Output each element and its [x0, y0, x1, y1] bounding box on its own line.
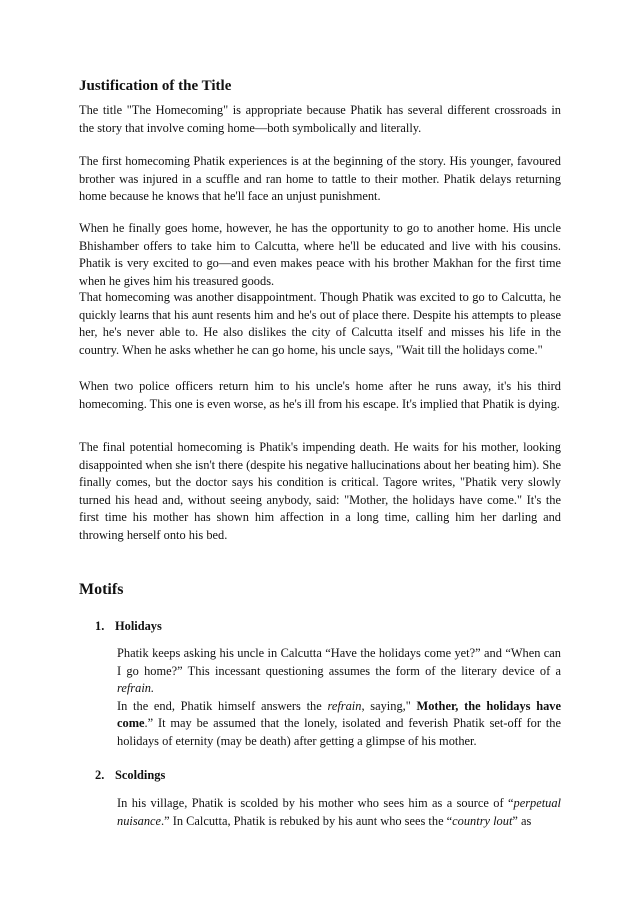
motif-item-number: 2.	[95, 768, 105, 782]
text-run: , saying,"	[361, 698, 417, 713]
motif-item-title-scoldings	[95, 767, 555, 785]
text-run: .” In Calcutta, Phatik is rebuked by his aunt who sees the “	[161, 813, 453, 828]
text-run: In the end, Phatik himself answers the	[117, 698, 328, 713]
text-run: .” It may be assumed that the lonely, isolated and feverish Phatik set-off for the holidays of eternity (may be death) after getting a glimpse of his mother.	[117, 716, 561, 748]
paragraph-5: When two police officers return him to his uncle's home after he runs away, it's his third homecoming. This one is even worse, as he's ill from his escape. It's implied that Phatik is dying.	[79, 379, 561, 411]
text-run-bold: Mother, the holidays have come	[117, 698, 561, 731]
paragraph-1: The title "The Homecoming" is appropriate because Phatik has several different crossroads in the story that involve coming home—both symbolically and literally.	[79, 103, 561, 135]
text-run-italic: perpetual nuisance	[117, 796, 561, 828]
section-heading-motifs: Motifs	[79, 581, 124, 598]
text-run: Phatik keeps asking his uncle in Calcutta “Have the holidays come yet?” and “When can I go home?” This incessant questioning assumes the form of the literary device of a	[117, 646, 561, 678]
text-run: In his village, Phatik is scolded by his mother who sees him as a source of “	[117, 796, 514, 810]
text-run-italic: refrain	[327, 698, 362, 713]
section-heading-justification: Justification of the Title	[79, 78, 232, 94]
text-run-italic: refrain.	[117, 681, 155, 696]
motif-item-label: Holidays	[115, 619, 162, 633]
paragraph-2: The first homecoming Phatik experiences is at the beginning of the story. His younger, favoured brother was injured in a scuffle and ran home to tattle to their mother. Phatik delays returning home because he knows that he'll face an unjust punishment.	[79, 154, 561, 204]
motif-item-title-holidays	[95, 618, 555, 636]
motif-scoldings-text	[117, 795, 561, 830]
paragraph-4: That homecoming was another disappointment. Though Phatik was excited to go to Calcutta, he quickly learns that his aunt resents him and he's out of place there. Despite his attempts to please her, he's never able to. He also dislikes the city of Calcutta itself and misses his life in the country. When he asks whether he can go home, his uncle says, "Wait till the holidays come."	[79, 290, 561, 357]
paragraph-3: When he finally goes home, however, he has the opportunity to go to another home. His uncle Bhishamber offers to take him to Calcutta, where he'll be educated and live with his cousins. Phatik is very excited to go—and even makes peace with his brother Makhan for the first time when he gives him his treasured goods.	[79, 221, 561, 288]
text-run-italic: country lout	[452, 813, 513, 828]
text-run: ” as	[512, 813, 532, 828]
motif-item-number: 1.	[95, 619, 105, 633]
motif-holidays-text	[117, 645, 561, 751]
motif-item-label: Scoldings	[115, 768, 166, 782]
paragraph-6: The final potential homecoming is Phatik's impending death. He waits for his mother, looking disappointed when she isn't there (despite his negative hallucinations about her beating him). She finally comes, but the doctor says his condition is critical. Tagore writes, "Phatik very slowly turned his head and, without seeing anybody, said: "Mother, the holidays have come." It's the first time his mother has shown him affection in a long time, calling him her darling and throwing herself onto his bed.	[79, 440, 561, 542]
